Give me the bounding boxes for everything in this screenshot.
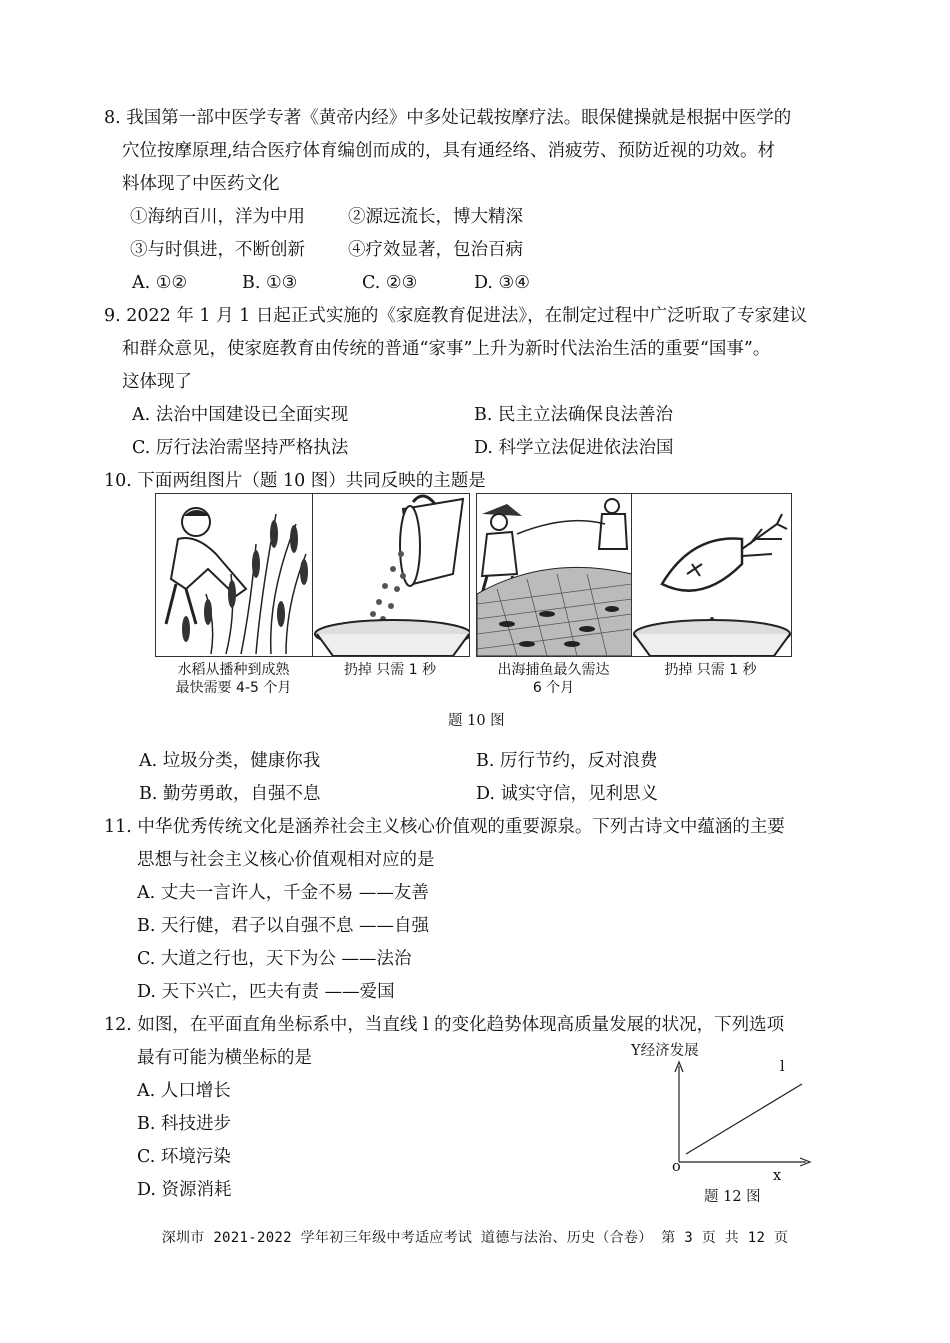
q9-option-a: A. 法治中国建设已全面实现 <box>132 405 349 425</box>
caption-rice-line1: 水稻从播种到成熟 <box>177 662 290 678</box>
q8-statement-1: ①海纳百川，洋为中用 <box>130 207 305 227</box>
coordinate-diagram <box>660 1058 820 1188</box>
q12-option-c: C. 环境污染 <box>137 1147 231 1167</box>
q8-option-a: A. ①② <box>132 273 188 293</box>
q9-option-c: C. 厉行法治需坚持严格执法 <box>132 438 349 458</box>
q9-stem-line3: 这体现了 <box>122 372 192 392</box>
y-axis-label: Y经济发展 <box>631 1043 699 1059</box>
q12-option-b: B. 科技进步 <box>137 1114 231 1134</box>
caption-fish-line2: 6 个月 <box>532 680 575 696</box>
figure-10-label: 题 10 图 <box>448 713 505 729</box>
fish-bones-picture <box>631 493 792 657</box>
q12-option-a: A. 人口增长 <box>137 1081 231 1101</box>
origin-label: o <box>672 1159 681 1175</box>
page-footer: 深圳市 2021-2022 学年初三年级中考适应考试 道德与法治、历史（合卷） 第 3 页 共 12 页 <box>161 1230 789 1246</box>
fishing-picture <box>476 493 633 657</box>
q8-stem-line1: 8. 我国第一部中医学专著《黄帝内经》中多处记载按摩疗法。眼保健操就是根据中医学的 <box>104 108 792 128</box>
q8-option-d: D. ③④ <box>474 273 530 293</box>
q10-option-d: D. 诚实守信，见利思义 <box>476 784 659 804</box>
q12-option-d: D. 资源消耗 <box>137 1180 232 1200</box>
dumping-rice-picture <box>312 493 470 657</box>
q12-stem-line2: 最有可能为横坐标的是 <box>137 1048 312 1068</box>
q11-option-b: B. 天行健，君子以自强不息 ——自强 <box>137 916 430 936</box>
q11-option-d: D. 天下兴亡，匹夫有责 ——爱国 <box>137 982 395 1002</box>
caption-dump-rice: 扔掉 只需 1 秒 <box>343 662 437 678</box>
q9-stem-line2: 和群众意见，使家庭教育由传统的普通“家事”上升为新时代法治生活的重要“国事”。 <box>122 339 771 359</box>
q8-option-c: C. ②③ <box>362 273 418 293</box>
q9-option-b: B. 民主立法确保良法善治 <box>474 405 673 425</box>
q9-option-d: D. 科学立法促进依法治国 <box>474 438 674 458</box>
caption-rice-line2: 最快需要 4-5 个月 <box>175 680 292 696</box>
q11-option-a: A. 丈夫一言许人，千金不易 ——友善 <box>137 883 429 903</box>
caption-fish-line1: 出海捕鱼最久需达 <box>497 662 610 678</box>
caption-dump-fish: 扔掉 只需 1 秒 <box>664 662 757 678</box>
q12-stem-line1: 12. 如图，在平面直角坐标系中，当直线 l 的变化趋势体现高质量发展的状况，下列选项 <box>104 1015 785 1035</box>
q8-statement-4: ④疗效显著，包治百病 <box>348 240 523 260</box>
trend-line-l <box>686 1084 802 1154</box>
q10-option-c: B. 勤劳勇敢，自强不息 <box>139 784 321 804</box>
q8-statement-3: ③与时俱进，不断创新 <box>130 240 305 260</box>
x-axis-label: x <box>773 1168 782 1184</box>
q8-stem-line2: 穴位按摩原理,结合医疗体育编创而成的，具有通经络、消疲劳、预防近视的功效。材 <box>122 141 776 161</box>
q9-stem-line1: 9. 2022 年 1 月 1 日起正式实施的《家庭教育促进法》，在制定过程中广泛听取了专家建议 <box>104 306 808 326</box>
figure-12-label: 题 12 图 <box>704 1189 761 1205</box>
line-l-label: l <box>780 1059 785 1075</box>
q11-stem-line1: 11. 中华优秀传统文化是涵养社会主义核心价值观的重要源泉。下列古诗文中蕴涵的主要 <box>104 817 785 837</box>
rice-farmer-picture <box>155 493 314 657</box>
q10-stem-line1: 10. 下面两组图片（题 10 图）共同反映的主题是 <box>104 471 486 491</box>
q8-stem-line3: 料体现了中医药文化 <box>122 174 280 194</box>
q11-option-c: C. 大道之行也，天下为公 ——法治 <box>137 949 412 969</box>
q8-option-b: B. ①③ <box>242 273 298 293</box>
q11-stem-line2: 思想与社会主义核心价值观相对应的是 <box>137 850 435 870</box>
q8-statement-2: ②源远流长，博大精深 <box>348 207 523 227</box>
q10-option-a: A. 垃圾分类，健康你我 <box>139 751 321 771</box>
q10-option-b: B. 厉行节约，反对浪费 <box>476 751 658 771</box>
